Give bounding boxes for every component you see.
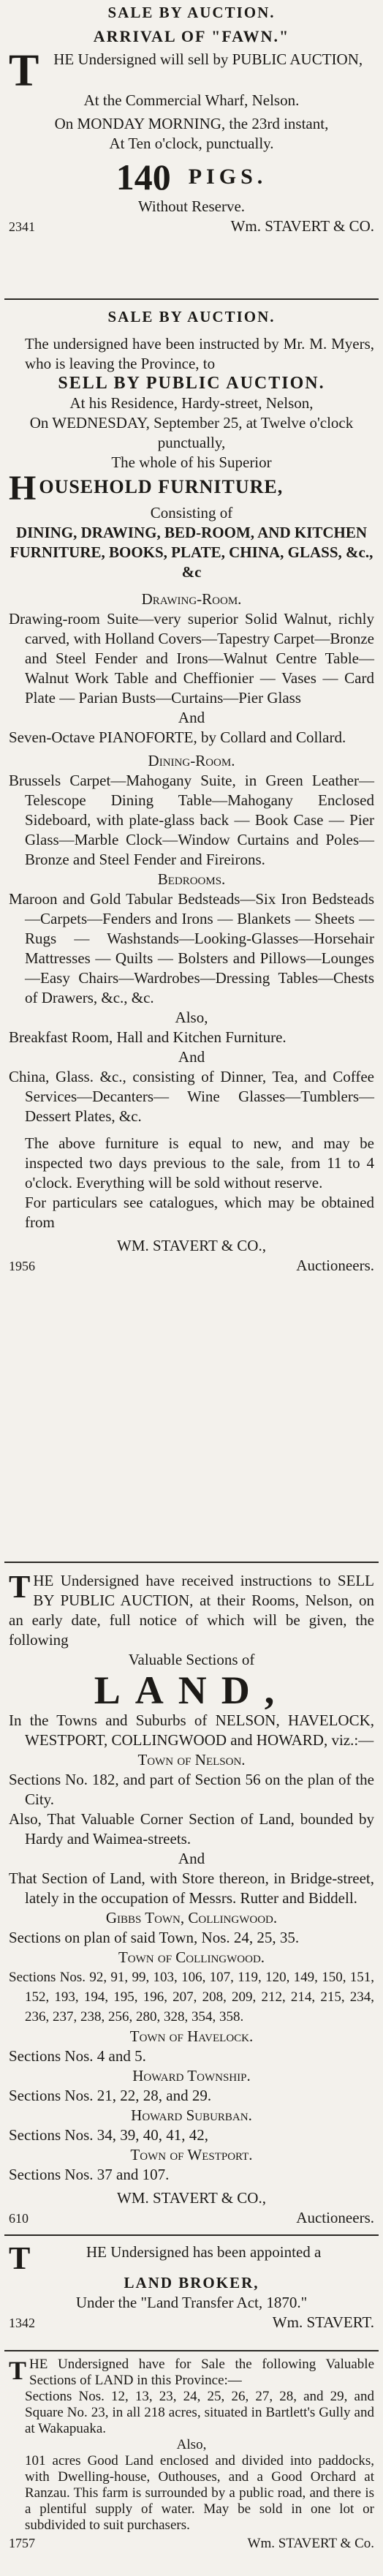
ad-footer (9, 1256, 374, 1276)
ad-footer (9, 2535, 374, 2552)
heading-howard-township: Howard Township. (132, 2067, 251, 2084)
ad-fawn-auction (9, 3, 374, 237)
drop-cap: T (9, 1569, 31, 1605)
ad-date: On MONDAY MORNING, the 23rd instant, (54, 115, 329, 132)
town-heading-havelock: Town of Havelock. (129, 2027, 254, 2045)
section-heading-bedrooms: Bedrooms. (157, 870, 226, 888)
land-sections: Sections Nos. 12, 13, 23, 24, 25, 26, 27, 28, and 29, and Square No. 23, in all 218 acres, situated in Bartlett's Gully and at Wakapuaka. (25, 2389, 374, 2436)
store-section: That Section of Land, with Store thereon, in Bridge-street, lately in the occupation of Messrs. Rutter and Biddell. (9, 1869, 374, 1907)
ad-intro-text: HE Undersigned have for Sale the following Valuable Sections of LAND in this Province:— (29, 2357, 374, 2388)
drop-cap: H (9, 469, 37, 508)
divider (4, 2350, 379, 2351)
ad-land-title (9, 1670, 374, 1711)
ad-intro (9, 2240, 374, 2276)
ad-intro (9, 2357, 374, 2389)
ad-signature: Wm. STAVERT. (272, 2313, 374, 2331)
divider (4, 1562, 379, 1563)
ad-title (9, 469, 374, 508)
ad-land-auction (9, 1571, 374, 2229)
ad-signature: Wm. STAVERT & CO. (230, 217, 374, 235)
drop-cap: T (9, 2356, 27, 2385)
ad-consisting: Consisting of (150, 504, 233, 521)
ad-number: 1956 (9, 1259, 35, 1273)
ad-lot (9, 157, 374, 197)
ad-firm: WM. STAVERT & CO., (117, 1237, 266, 1254)
ad-towns: In the Towns and Suburbs of NELSON, HAVELOCK, WESTPORT, COLLINGWOOD and HOWARD, viz.:— (9, 1711, 374, 1749)
ad-catalogues: For particulars see catalogues, which may be obtained from (25, 1194, 374, 1231)
gibbs-sections: Sections on plan of said Town, Nos. 24, 25, 35. (9, 1929, 300, 1946)
ad-land-broker (9, 2242, 374, 2333)
ad-valuable: Valuable Sections of (128, 1651, 255, 1668)
drawing-room-items: Drawing-room Suite—very superior Solid Walnut, richly carved, with Holland Covers—Tapestry Carpet—Bronze and Steel Fender and Irons—Walnut Centre Table—Walnut Work Table and Cheffionier — Vases — Card Plate — Parian Busts—Curtains—Pier Glass (9, 610, 374, 707)
town-heading-nelson: Town of Nelson. (137, 1751, 246, 1769)
bedroom-items: Maroon and Gold Tabular Bedsteads—Six Iron Bedsteads—Carpets—Fenders and Irons — Blankets — Sheets — Rugs — Washstands—Looking-Glasses—Horsehair Mattresses — Quilts — Bolsters and Pillows—Lounges—Easy Chairs—Wardrobes—Dressing Tables—Chests of Drawers, &c., &c. (9, 890, 374, 1006)
ad-viewing: The above furniture is equal to new, and may be inspected two days previous to the sale, from 11 to 4 o'clock. Everything will be sold without reserve. (25, 1134, 374, 1191)
heading-howard-suburban: Howard Suburban. (131, 2106, 252, 2124)
ad-and: And (178, 1048, 205, 1066)
ad-number: 1757 (9, 2536, 35, 2550)
howard-township-sections: Sections Nos. 21, 22, 28, and 29. (9, 2087, 212, 2104)
ad-number: 2341 (9, 219, 35, 234)
ad-intro-text: HE Undersigned has been appointed a (86, 2243, 322, 2261)
ad-footer (9, 2208, 374, 2229)
town-heading-collingwood: Town of Collingwood. (118, 1948, 265, 1966)
divider (4, 2234, 379, 2236)
divider (4, 298, 379, 300)
westport-sections: Sections Nos. 37 and 107. (9, 2166, 170, 2183)
ad-footer (9, 216, 374, 237)
drop-cap: T (9, 2240, 31, 2276)
ad-and: And (178, 1850, 205, 1867)
ad-sell: SELL BY PUBLIC AUCTION. (58, 374, 325, 393)
section-heading-drawing-room: Drawing-Room. (141, 590, 242, 608)
town-heading-westport: Town of Westport. (130, 2146, 253, 2163)
ad-rooms: DINING, DRAWING, BED-ROOM, AND KITCHEN FURNITURE, BOOKS, PLATE, CHINA, GLASS, &c., &c (10, 524, 373, 581)
ad-whole: The whole of his Superior (111, 453, 272, 471)
howard-suburban-sections: Sections Nos. 34, 39, 40, 41, 42, (9, 2126, 208, 2144)
ad-reserve: Without Reserve. (137, 197, 246, 215)
ad-residence: At his Residence, Hardy-street, Nelson, (69, 394, 314, 412)
ad-and: And (178, 709, 205, 726)
ad-intro-text: HE Undersigned have received instructions to SELL BY PUBLIC AUCTION, at their Rooms, Nelson, on an early date, full notice of which will be given, the following (9, 1572, 374, 1649)
ad-number: 610 (9, 2211, 29, 2226)
pianoforte: Seven-Octave PIANOFORTE, by Collard and Collard. (9, 728, 346, 746)
breakfast-room: Breakfast Room, Hall and Kitchen Furniture. (9, 1028, 287, 1046)
ad-intro-text: HE Undersigned will sell by PUBLIC AUCTION, (53, 50, 363, 68)
lot-quantity: 140 (115, 157, 171, 197)
ad-land-for-sale (9, 2357, 374, 2552)
section-heading-dining-room: Dining-Room. (148, 752, 235, 769)
havelock-sections: Sections Nos. 4 and 5. (9, 2047, 146, 2065)
ad-date: On WEDNESDAY, September 25, at Twelve o'clock punctually, (29, 414, 354, 451)
ad-title-text: OUSEHOLD FURNITURE, (39, 476, 284, 497)
ad-firm: WM. STAVERT & CO., (117, 2189, 266, 2207)
ad-role: Auctioneers. (296, 1257, 374, 1274)
ad-also: Also, (175, 1009, 208, 1026)
ad-broker: LAND BROKER, (124, 2274, 259, 2291)
lot-item: PIGS. (188, 165, 268, 189)
collingwood-sections: Sections Nos. 92, 91, 99, 103, 106, 107, 119, 120, 149, 150, 151, 152, 193, 194, 195, 196, 207, 208, 209, 212, 214, 215, 234, 236, 237, 238, 256, 280, 328, 354, 358. (9, 1970, 374, 2025)
ad-subheading: ARRIVAL OF "FAWN." (93, 27, 290, 45)
ad-role: Auctioneers. (296, 2209, 374, 2226)
ad-heading: SALE BY AUCTION. (107, 4, 276, 21)
town-heading-gibbs: Gibbs Town, Collingwood. (105, 1909, 278, 1927)
dining-room-items: Brussels Carpet—Mahogany Suite, in Green Leather—Telescope Dining Table—Mahogany Enclosed Sideboard, with plate-glass back — Book Case — Pier Glass—Marble Clock—Window Curtains and Poles—Bronze and Steel Fender and Fireirons. (9, 772, 374, 868)
ad-number: 1342 (9, 2316, 35, 2330)
ad-also: Also, (176, 2437, 207, 2452)
ad-place: At the Commercial Wharf, Nelson. (83, 91, 300, 109)
ad-footer (9, 2313, 374, 2333)
land-title: LAND, (94, 1668, 289, 1712)
ad-intro: The undersigned have been instructed by Mr. M. Myers, who is leaving the Province, to (25, 335, 374, 372)
ad-intro (9, 1571, 374, 1650)
ad-intro (9, 46, 374, 96)
nelson-sections: Sections No. 182, and part of Section 56 on the plan of the City. (9, 1771, 374, 1808)
drop-cap: T (9, 46, 39, 96)
ad-signature: Wm. STAVERT & Co. (247, 2536, 374, 2551)
corner-section: Also, That Valuable Corner Section of Land, bounded by Hardy and Waimea-streets. (9, 1810, 374, 1848)
ad-furniture-auction (9, 307, 374, 1276)
land-acres: 101 acres Good Land enclosed and divided into paddocks, with Dwelling-house, Outhouses, and a Good Orchard at Ranzau. This farm is surrounded by a public road, and there is a plentiful supply of water. May be sold in one lot or subdivided to suit purchasers. (25, 2453, 374, 2533)
ad-time: At Ten o'clock, punctually. (109, 135, 274, 152)
ad-heading: SALE BY AUCTION. (107, 308, 276, 325)
china-glass: China, Glass. &c., consisting of Dinner, Tea, and Coffee Services—Decanters— Wine Glasses—Tumblers—Dessert Plates, &c. (9, 1068, 374, 1125)
ad-act: Under the "Land Transfer Act, 1870." (75, 2294, 308, 2311)
